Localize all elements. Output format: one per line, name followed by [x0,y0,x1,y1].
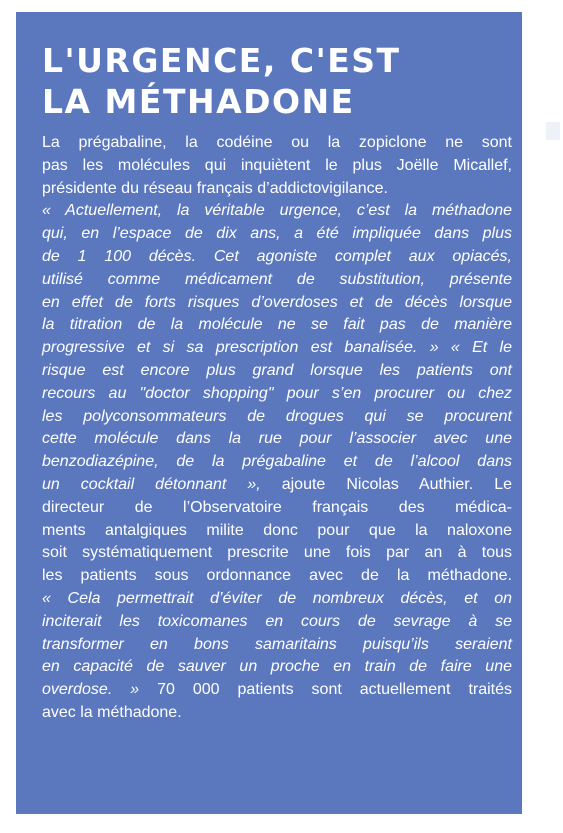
body-line [42,451,512,474]
body-line [42,246,512,269]
body-line [42,520,512,543]
quote-text: benzodiazépine, de la prégabaline et de l’alcool dans [42,453,512,471]
body-text: présidente du réseau français d’addictovigilance. [42,179,388,197]
body-line [42,679,512,702]
body-line [42,611,512,634]
body-line [42,269,512,292]
quote-text: un cocktail détonnant », [42,475,261,493]
body-text: pas les molécules qui inquiètent le plus Joëlle Micallef, [42,156,512,174]
body-line [42,200,512,223]
body-text: avec la méthadone. [42,703,182,721]
body-text: soit systématiquement prescrite une fois par an à tous [42,544,512,562]
body-line [42,497,512,520]
article-sidebar-box [16,12,522,814]
sidebar-title [42,40,512,122]
body-line [42,292,512,315]
quote-text: risque est encore plus grand lorsque les patients ont [42,361,512,379]
quote-text: overdose. » [42,681,140,699]
body-line [42,656,512,679]
quote-text: cette molécule dans la rue pour l’associer avec une [42,430,512,448]
quote-text: la titration de la molécule ne se fait pas de manière [42,316,512,334]
body-text: 70 000 patients sont actuellement traités [139,681,513,699]
quote-text: progressive et si sa prescription est banalisée. » « Et le [42,339,512,357]
quote-text: les polyconsommateurs de drogues qui se procurent [42,407,512,425]
body-line [42,314,512,337]
sidebar-title-line-1: L'URGENCE, C'EST [42,41,401,80]
body-text: les patients sous ordonnance avec de la méthadone. [42,567,512,585]
body-line [42,474,512,497]
body-text: ments antalgiques milite donc pour que la naloxone [42,521,512,539]
body-line [42,360,512,383]
quote-text: de 1 100 décès. Cet agoniste complet aux opiacés, [42,247,512,265]
body-line [42,702,512,725]
quote-text: qui, en l’espace de dix ans, a été impliquée dans plus [42,225,512,243]
page-edge-marker [546,122,560,140]
body-line [42,132,512,155]
body-line [42,383,512,406]
body-text: La prégabaline, la codéine ou la zopiclone ne sont [42,134,512,151]
body-text: directeur de l’Observatoire français des médica- [42,498,512,516]
body-line [42,178,512,201]
quote-text: recours au "doctor shopping" pour s’en procurer ou chez [42,384,512,402]
body-line [42,406,512,429]
sidebar-title-line-2: LA MÉTHADONE [42,82,355,121]
quote-text: en capacité de sauver un proche en train de faire une [42,658,512,676]
body-line [42,634,512,657]
body-line [42,588,512,611]
quote-text: transformer en bons samaritains puisqu’ils seraient [42,635,512,653]
quote-text: en effet de forts risques d’overdoses et de décès lorsque [42,293,512,311]
quote-text: utilisé comme médicament de substitution, présente [42,270,512,288]
body-text: ajoute Nicolas Authier. Le [260,475,512,493]
quote-text: inciterait les toxicomanes en cours de sevrage à se [42,612,512,630]
quote-text: « Actuellement, la véritable urgence, c’est la méthadone [42,202,512,220]
body-line [42,565,512,588]
body-line [42,223,512,246]
body-line [42,428,512,451]
sidebar-body-text [42,132,512,725]
body-line [42,337,512,360]
body-line [42,542,512,565]
body-line [42,155,512,178]
quote-text: « Cela permettrait d’éviter de nombreux décès, et on [42,589,512,607]
